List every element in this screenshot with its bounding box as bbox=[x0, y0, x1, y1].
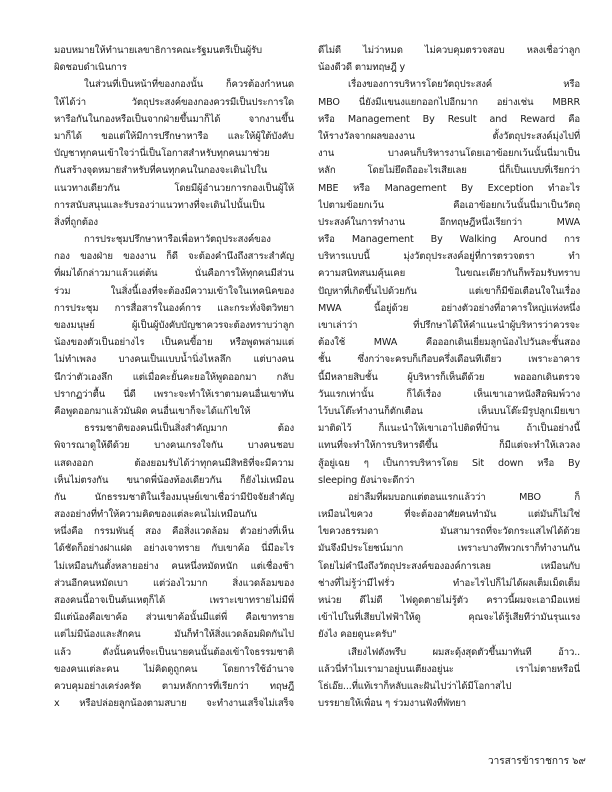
text-line: เหมือนไขควง ที่จะต้องอาศัยคนทำมัน แต่มันก็ไม่ใช่ bbox=[318, 509, 580, 521]
text-line: หน่วย ดีไม่ดี ไฟดูดตายไม่รู้ตัว คราวนี้ผมจะเอามือแหย่ bbox=[318, 595, 580, 606]
text-line: ชั้น ซึ่งกว่าจะครบก็เกือบครึ่งเดือนทีเดียว เพราะอาคาร bbox=[318, 354, 580, 366]
text-line: ของมนุษย์ ผู้เป็นผู้บังคับบัญชาควรจะต้องทราบว่าลูก bbox=[54, 320, 294, 331]
text-line: ได้ชัดก็อย่างฝาแฝด อย่างเจาทราย กับเขาค้อ นี่มีอะไร bbox=[54, 543, 294, 555]
text-line: นี้มีหลายสิบชั้น ผู้บริหารก็เห็นดีด้วย พอออกเดินตรวจ bbox=[318, 371, 580, 383]
text-line: MWA นี้อยู่ด้วย อย่างตัวอย่างที่อาคารใหญ่แห่งหนึ่ง bbox=[318, 302, 580, 314]
text-line: งาน บางคนก็บริหารงานโดยเอาข้อยกเว้นนั้นนี่มาเป็น bbox=[318, 148, 580, 160]
text-line: บัญชาทุกคนเข้าใจว่านี่เป็นโอกาสสำหรับทุกคนมาช่วย bbox=[54, 148, 270, 160]
text-line: โธ่เอ๊ย...ที่แท้เราก็หลับและฝันไปว่าได้มีโอกาสไป bbox=[318, 680, 512, 692]
text-line: MBO นี่ยังมีแขนงแยกออกไปอีกมาก อย่างเช่น MBRR bbox=[318, 96, 580, 108]
text-line: แนวทางเดียวกัน โดยมีผู้อำนวยการกองเป็นผู้ให้ bbox=[54, 182, 294, 194]
text-line: ส่วนอีกคนหมัดเบา แต่ว่องไวมาก สิ่งแวดล้อมของ bbox=[54, 577, 294, 589]
text-line: ยังไง คอยดูนะครับ" bbox=[318, 629, 397, 641]
text-line: โดยไม่คำนึงถึงวัตถุประสงค์ขององค์การเลย เหมือนกับ bbox=[318, 560, 580, 572]
text-line: เขาเล่าว่า ที่ปรึกษาได้ให้คำแนะนำผู้บริหารว่าควรจะ bbox=[318, 320, 580, 331]
text-line: แล้วนี่ทำไมเรามาอยู่บนเตียงอยู่นะ เราไม่ตายหรือนี่ bbox=[318, 663, 580, 675]
text-line: แล้ว ดังนั้นคนที่จะเป็นนายคนนั้นต้องเข้าใจธรรมชาติ bbox=[54, 646, 294, 658]
text-line: ประสงค์ในการทำงาน อีกทฤษฎีหนึ่งเรียกว่า MWA bbox=[318, 216, 580, 228]
text-line: ปรากฏว่าตื้น นี่ดี เพราะจะทำให้เราตามคนอื่นเขาทัน bbox=[54, 388, 294, 400]
text-line: x หรือปล่อยลูกน้องตามสบาย จะทำงานเสร็จไม่เสร็จ bbox=[54, 698, 294, 710]
text-line: สองคนนี้อาจเป็นต้นเหตุก็ได้ เพราะเขาทรายไม่มีพี่ bbox=[54, 595, 294, 606]
text-line: พิจารณาดูให้ดีด้วย บางคนเกรงใจกัน บางคนชอบ bbox=[54, 440, 294, 452]
text-line: เสียงไฟดังพรึบ ผมสะดุ้งสุดตัวขึ้นมาทันที อ้าว.. bbox=[348, 646, 580, 658]
text-line: sleeping ยังน่าจะดีกว่า bbox=[318, 474, 415, 486]
text-line: สู้อยู่เฉย ๆ เป็นการบริหารโดย Sit down หรือ By bbox=[318, 457, 580, 469]
text-line: ร่วม ในสิ่งนี้เองที่จะต้องมีความเข้าใจในเทคนิคของ bbox=[54, 285, 294, 297]
text-line: กันสร้างจุดหมายสำหรับที่คนทุกคนในกองจะเดินไปใน bbox=[54, 165, 268, 177]
text-line: มอบหมายให้ทำนายเลขาธิการคณะรัฐมนตรีเป็นผู้รับ bbox=[54, 45, 263, 56]
text-line: ของคนแต่ละคน ไม่คิดดูถูกคน โดยการใช้อำนาจ bbox=[54, 663, 294, 675]
text-line: การประชุม การสื่อสารในองค์การ และกระทั่งจิตวิทยา bbox=[54, 302, 294, 314]
text-line: หนึ่งคือ กรรมพันธุ์ สอง คือสิ่งแวดล้อม ตัวอย่างที่เห็น bbox=[54, 526, 294, 538]
text-line: สองอย่างที่ทำให้ความคิดของแต่ละคนไม่เหมือนกัน bbox=[54, 509, 257, 521]
text-line: กอง ของฝ่าย ของงาน ก็ดี จะต้องคำนึงถึงสาระสำคัญ bbox=[54, 251, 294, 263]
text-line: น้องดีวดี ตามทฤษฎี y bbox=[318, 62, 406, 74]
text-line: ควบคุมอย่างเคร่งครัด ตามหลักการที่เรียกว่า ทฤษฎี bbox=[54, 680, 294, 692]
text-line: วันแรกเท่านั้น ก็ได้เรื่อง เห็นเขาเอาหนังสือพิมพ์วาง bbox=[318, 388, 580, 400]
text-line: ไม่เหมือนกันตั้งหลายอย่าง คนหนึ่งหมัดหนัก แต่เชื่องช้า bbox=[54, 560, 294, 572]
text-line: น้องของตัวเป็นอย่างไร เป็นคนขี้อาย หรือพูดพล่ามแต่ bbox=[54, 337, 294, 349]
text-line: ไปตามข้อยกเว้น คือเอาข้อยกเว้นนั้นนี่มาเป็นวัตถุ bbox=[318, 199, 580, 211]
text-line: เรื่องของการบริหารโดยวัตถุประสงค์ หรือ bbox=[348, 79, 580, 91]
text-line: ผิดชอบดำเนินการ bbox=[54, 62, 127, 74]
text-line: ให้รางวัลจากผลของงาน ตั้งวัตถุประสงค์มุ่งไปที่ bbox=[318, 130, 580, 142]
text-line: หรือ Management By Walking Around การ bbox=[318, 234, 580, 246]
text-line: ดีไม่ดี ไม่ว่าหมด ไม่ควบคุมตรวจสอบ หลงเชื่อว่าลูก bbox=[318, 45, 580, 56]
left-column bbox=[54, 42, 294, 712]
text-line: ไขควงธรรมดา มันสามารถที่จะวัดกระแสไฟได้ด้วย bbox=[318, 526, 580, 538]
text-line: มาก็ได้ ขอแต่ให้มีการปรึกษาหารือ และให้ผู้ใต้บังคับ bbox=[54, 130, 294, 142]
text-line: ความสนิทสนมคุ้นเคย ในขณะเดียวกันก็พร้อมรับทราบ bbox=[318, 268, 580, 280]
text-line: ปัญหาที่เกิดขึ้นไปด้วยกัน แต่เขาก็มีข้อเตือนใจในเรื่อง bbox=[318, 285, 580, 297]
text-line: MBE หรือ Management By Exception ทำอะไร bbox=[318, 182, 580, 194]
text-line: หลัก โดยไม่ยึดถืออะไรเสียเลย นี่ก็เป็นแบบที่เรียกว่า bbox=[318, 165, 580, 177]
text-line: การสนับสนุนและรับรองว่าแนวทางที่จะเดินไปนั้นเป็น bbox=[54, 199, 265, 211]
page-footer: วารสารข้าราชการ ๖๙ bbox=[488, 756, 586, 767]
text-line: แสดงออก ต้องยอมรับได้ว่าทุกคนมีสิทธิที่จะมีความ bbox=[54, 457, 294, 469]
text-line: บริหารแบบนี้ มุ่งวัตถุประสงค์อยู่ที่การตรวจตรา ทำ bbox=[318, 251, 580, 263]
text-line: เข้าไปในที่เสียบไฟฟ้าให้ดู คุณจะได้รู้เสียทีว่ามันรุนแรง bbox=[318, 612, 580, 624]
text-line: บรรยายให้เพื่อน ๆ ร่วมงานฟังที่พัทยา bbox=[318, 698, 466, 710]
text-line: หารือกันในกองหรือเป็นจากฝ่ายขึ้นมาก็ได้ จากงานขึ้น bbox=[54, 113, 294, 125]
text-line: เห็นไม่ตรงกัน ขนาดพี่น้องท้องเดียวกัน ก็ยังไม่เหมือน bbox=[54, 474, 294, 486]
text-line: แทนที่จะทำให้การบริหารดีขึ้น ก็มีแต่จะทำให้เลวลง bbox=[318, 440, 580, 452]
text-line: กัน นักธรรมชาติในเรื่องมนุษย์เขาเชื่อว่ามีปัจจัยสำคัญ bbox=[54, 491, 294, 503]
text-line: อย่าลืมที่ผมบอกแต่ตอนแรกแล้วว่า MBO ก็ bbox=[348, 491, 580, 503]
right-column bbox=[318, 42, 580, 712]
text-line: ช่างที่ไม่รู้ว่ามีไฟรั่ว ทำอะไรไปก็ไม่ได้ผลเต็มเม็ดเต็ม bbox=[318, 577, 580, 589]
text-line: ต้องใช้ MWA คือออกเดินเยี่ยมลูกน้องไปวันละชั้นสอง bbox=[318, 337, 580, 349]
text-line: หรือ Management By Result and Reward คือ bbox=[318, 113, 580, 125]
text-line: คือพูดออกมาแล้วมันผิด คนอื่นเขาก็จะได้แก้ไขให้ bbox=[54, 405, 251, 417]
text-line: ให้ได้ว่า วัตถุประสงค์ของกองควรมีเป็นประการใด bbox=[54, 96, 294, 108]
text-line: การประชุมปรึกษาหารือเพื่อหาวัตถุประสงค์ของ bbox=[84, 234, 271, 246]
text-line: ในส่วนที่เป็นหน้าที่ของกองนั้น ก็ควรต้องกำหนด bbox=[84, 79, 294, 91]
text-line: ไว้บนโต๊ะทำงานก็ตักเตือน เห็นบนโต๊ะมีรูปลูกเมียเขา bbox=[318, 405, 580, 417]
text-line: มีแต่น้องคือเขาค้อ ส่วนเขาค้อนั้นมีแต่พี่ คือเขาทราย bbox=[54, 612, 294, 624]
text-line: ธรรมชาติของคนนี่เป็นสิ่งสำคัญมาก ต้อง bbox=[84, 423, 294, 435]
text-line: นึกว่าตัวเองลึก แต่เมื่อคะยั้นคะยอให้พูดออกมา กลับ bbox=[54, 371, 294, 383]
text-line: ที่ผมได้กล่าวมาแล้วแต่ต้น นั่นคือการให้ทุกคนมีส่วน bbox=[54, 268, 294, 280]
text-line: แต่ไม่มีน้องและสักคน มันก็ทำให้สิ่งแวดล้อมผิดกันไป bbox=[54, 629, 294, 641]
text-line: สิ่งที่ถูกต้อง bbox=[54, 216, 98, 228]
text-line: มันจึงมีประโยชน์มาก เพราะบางทีพวกเราก็ทำงานกัน bbox=[318, 543, 580, 555]
text-line: ไม่ทำเพลง บางคนเป็นแบบน้ำนิ่งไหลลึก แต่บางคน bbox=[54, 354, 294, 366]
text-line: มาติดไว้ ก็แนะนำให้เขาเอาไปติดที่บ้าน ถ้าเป็นอย่างนี้ bbox=[318, 423, 580, 435]
